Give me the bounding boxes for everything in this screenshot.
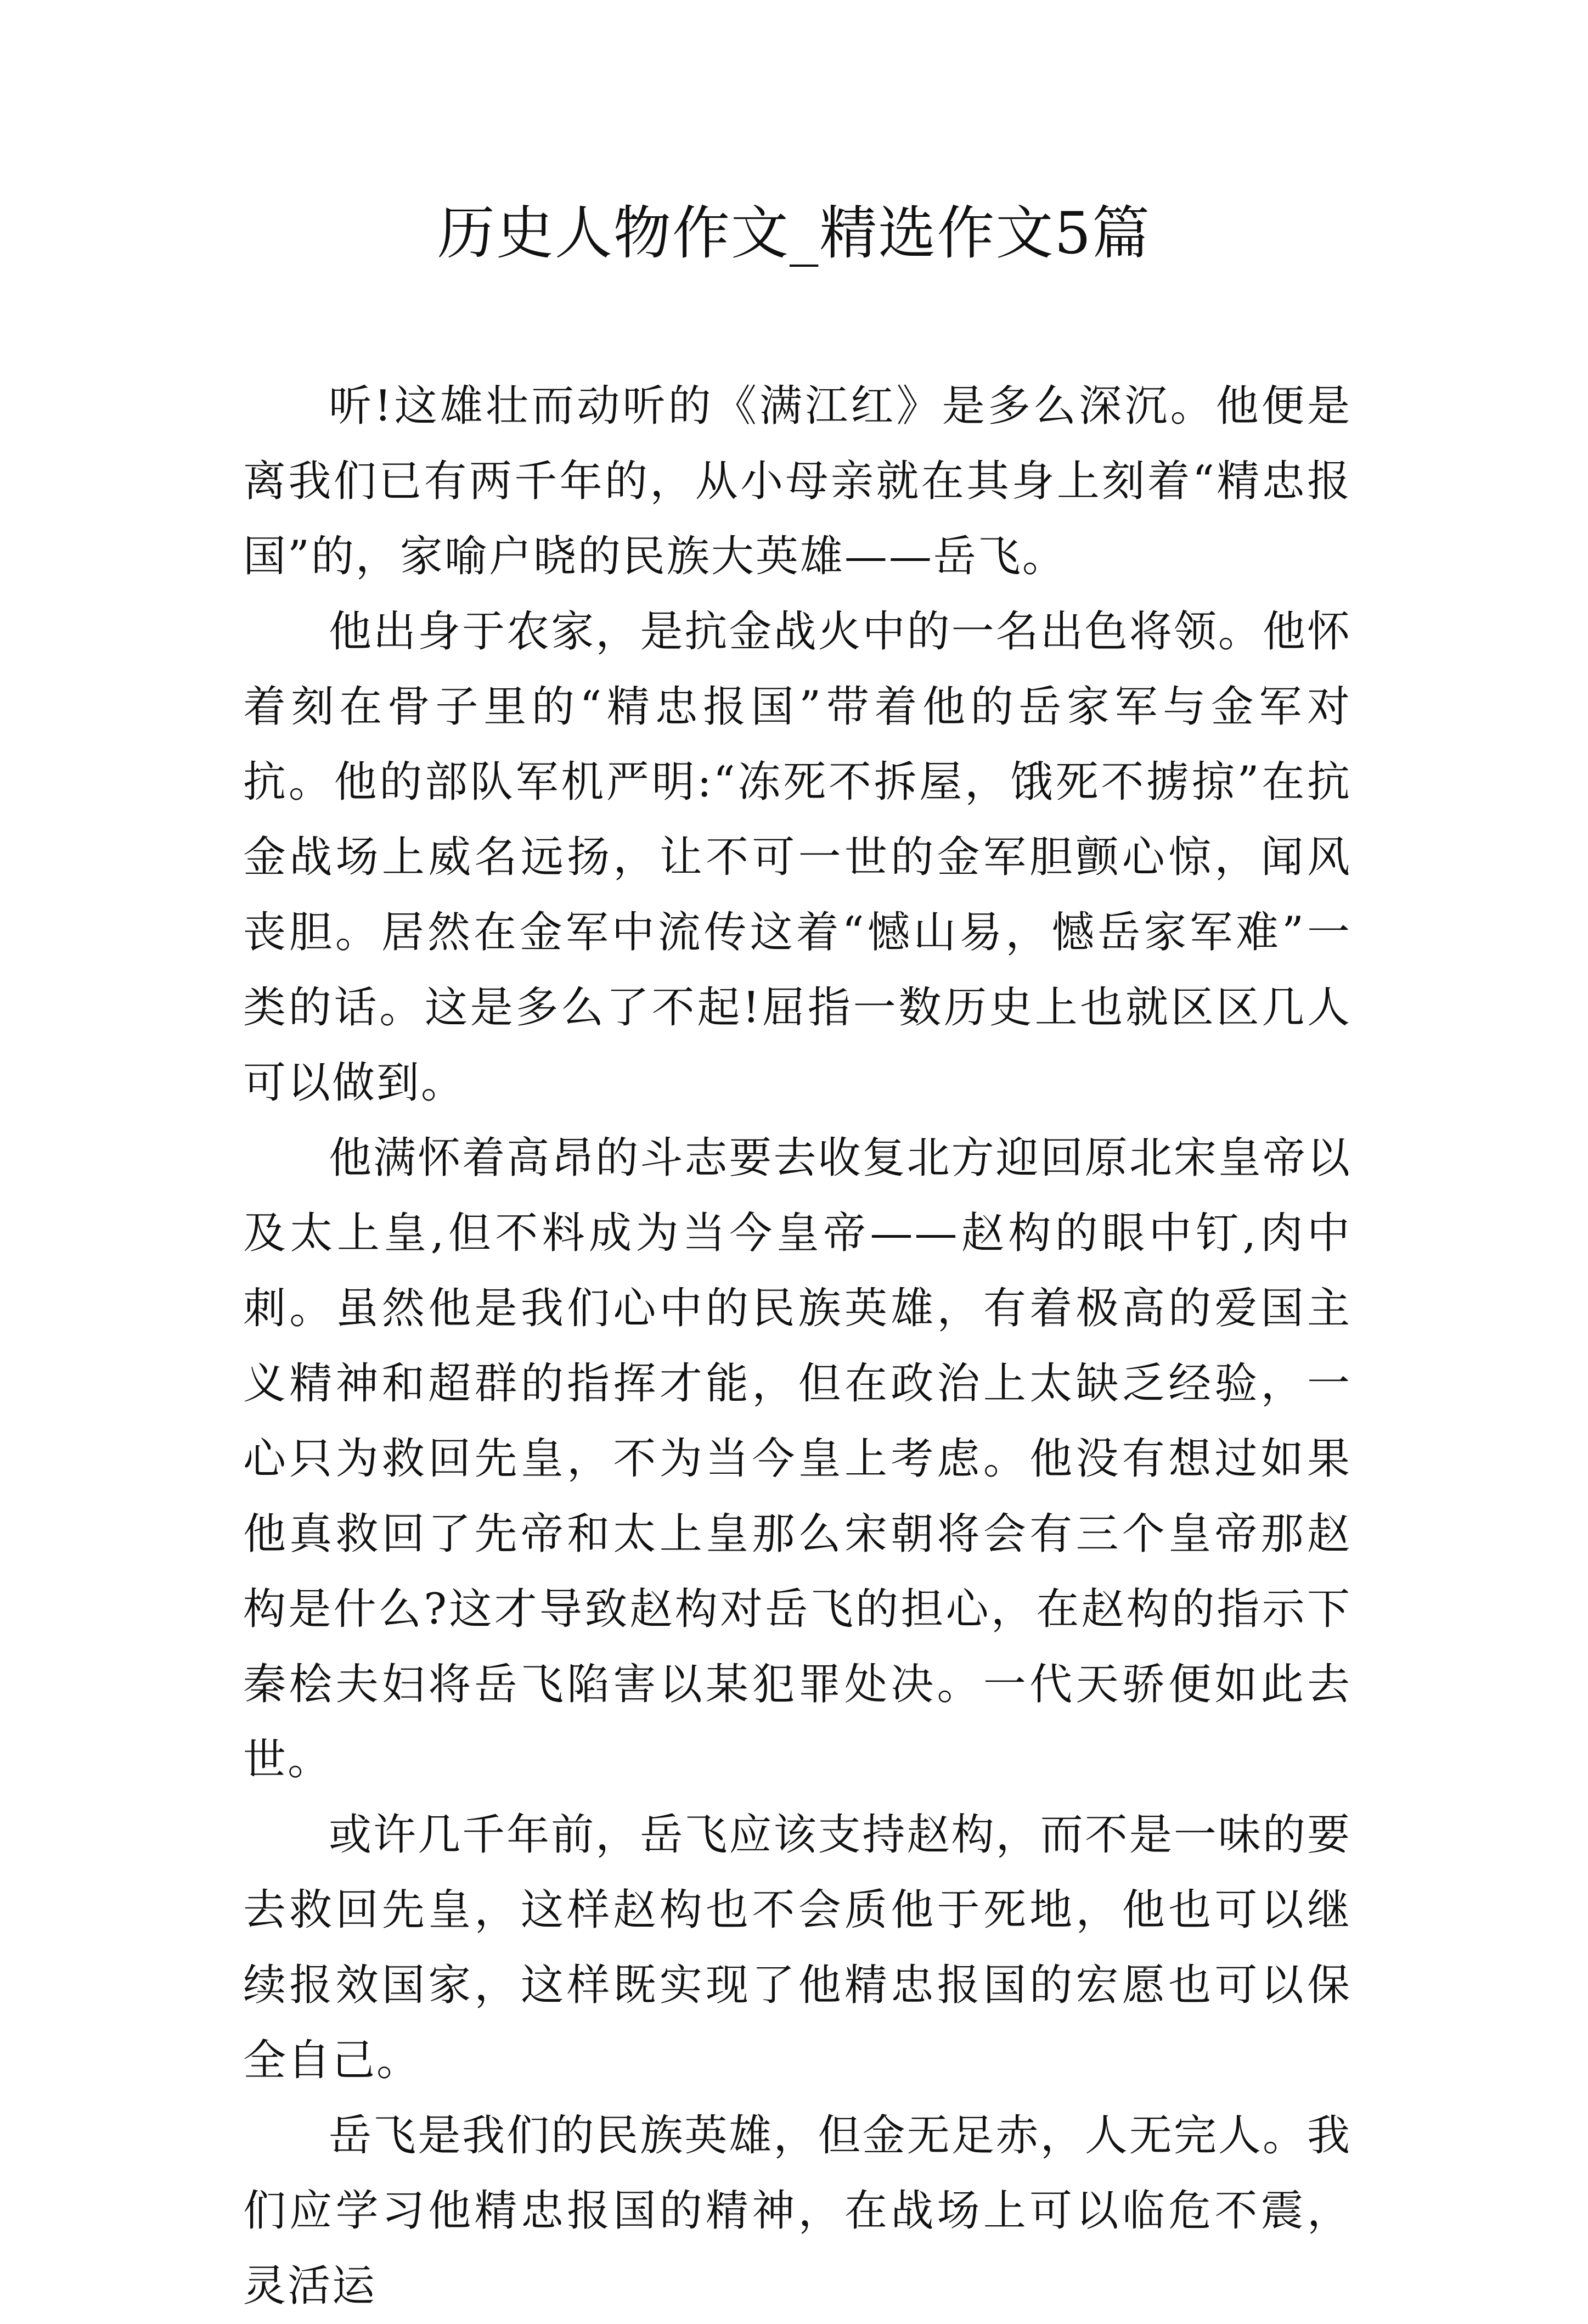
document-body [243,369,1352,2324]
paragraph: 或许几千年前，岳飞应该支持赵构，而不是一味的要去救回先皇，这样赵构也不会质他于死地，他也可以继续报效国家，这样既实现了他精忠报国的宏愿也可以保全自己。 [243,1810,1352,2085]
paragraph: 听!这雄壮而动听的《满江红》是多么深沉。他便是离我们已有两千年的，从小母亲就在其身上刻着“精忠报国”的，家喻户晓的民族大英雄——岳飞。 [243,381,1352,581]
paragraph: 他出身于农家，是抗金战火中的一名出色将领。他怀着刻在骨子里的“精忠报国”带着他的岳家军与金军对抗。他的部队军机严明:“冻死不拆屋，饿死不掳掠”在抗金战场上威名远扬，让不可一世的金军胆颤心惊，闻风丧胆。居然在金军中流传这着“憾山易，憾岳家军难”一类的话。这是多么了不起!屈指一数历史上也就区区几人可以做到。 [243,607,1352,1108]
document-title: 历史人物作文_精选作文5篇 [437,200,1151,267]
paragraph: 他满怀着高昂的斗志要去收复北方迎回原北宋皇帝以及太上皇,但不料成为当今皇帝——赵构的眼中钉,肉中刺。虽然他是我们心中的民族英雄，有着极高的爱国主义精神和超群的指挥才能，但在政治上太缺乏经验，一心只为救回先皇，不为当今皇上考虑。他没有想过如果他真救回了先帝和太上皇那么宋朝将会有三个皇帝那赵构是什么?这才导致赵构对岳飞的担心，在赵构的指示下秦桧夫妇将岳飞陷害以某犯罪处决。一代天骄便如此去世。 [243,1133,1352,1784]
paragraph: 岳飞是我们的民族英雄，但金无足赤，人无完人。我们应学习他精忠报国的精神，在战场上可以临危不震，灵活运 [243,2111,1352,2311]
